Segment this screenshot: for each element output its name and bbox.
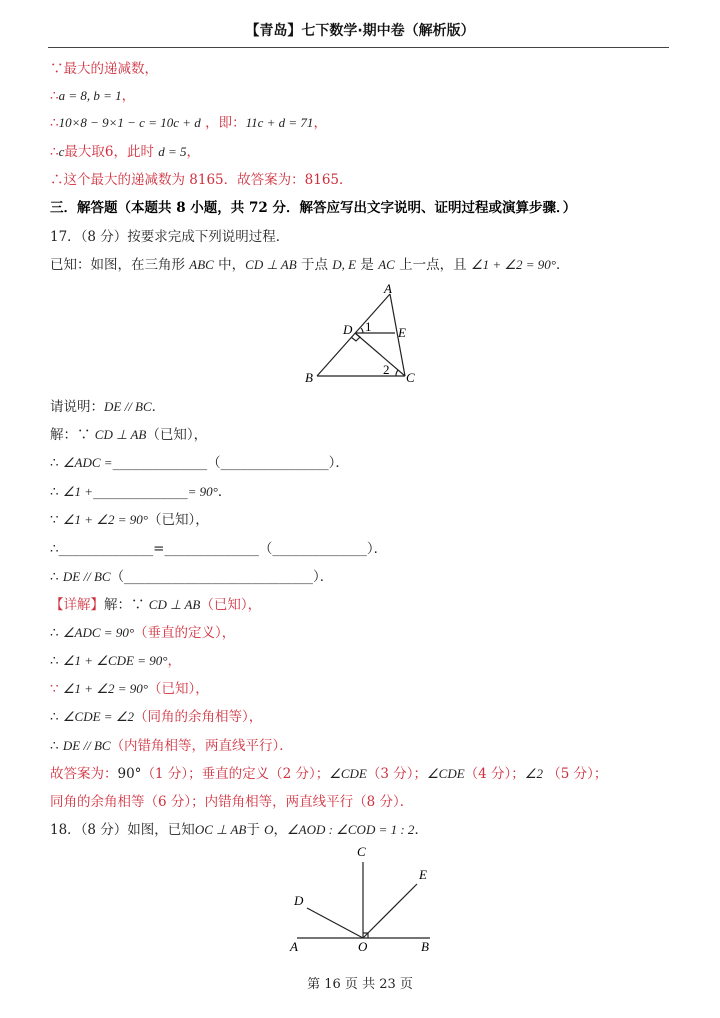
math-expression: ∠CDE = ∠2 bbox=[62, 709, 134, 724]
text-segment: 故答案为： bbox=[50, 766, 118, 782]
text-line bbox=[50, 454, 349, 472]
text-segment: （已知）， bbox=[146, 427, 208, 443]
text-segment: 18．（8 分）如图，已知 bbox=[50, 822, 195, 838]
text-segment: 是 bbox=[356, 257, 379, 273]
text-line bbox=[50, 228, 289, 246]
text-segment: 请说明： bbox=[50, 399, 104, 415]
label-O: O bbox=[358, 939, 368, 954]
text-line bbox=[50, 483, 231, 501]
label-C: C bbox=[406, 370, 415, 385]
math-expression: ∠1 + ∠2 = 90° bbox=[62, 512, 148, 527]
math-expression: CD ⊥ AB bbox=[94, 427, 147, 442]
label-E: E bbox=[419, 867, 427, 882]
text-segment: ， bbox=[121, 88, 136, 104]
math-expression: ∠1 + bbox=[62, 484, 94, 499]
text-line bbox=[50, 765, 607, 783]
text-segment: ， bbox=[186, 144, 201, 160]
text-segment: ∴ bbox=[50, 569, 63, 585]
text-line bbox=[50, 171, 353, 189]
math-expression: ∠CDE bbox=[427, 766, 465, 781]
text-line bbox=[50, 199, 576, 217]
text-segment: ∵ bbox=[50, 512, 63, 528]
text-segment: 解：∵ bbox=[104, 597, 149, 613]
math-expression: CD ⊥ AB bbox=[148, 597, 201, 612]
text-segment: （1 分）；垂直的定义（2 分）； bbox=[141, 766, 330, 782]
math-expression: ∠AOD : ∠COD = 1 : 2 bbox=[287, 822, 415, 837]
text-line bbox=[50, 540, 387, 558]
math-expression: D, E bbox=[332, 257, 357, 272]
math-expression: a = 8, b = 1 bbox=[58, 88, 122, 103]
label-D: D bbox=[294, 893, 304, 908]
text-line bbox=[50, 256, 570, 274]
text-segment: 已知：如图，在三角形 bbox=[50, 257, 190, 273]
text-segment: ∴______________=______________（______________）． bbox=[50, 541, 388, 557]
math-expression: 11c + d = 71 bbox=[245, 115, 314, 130]
text-segment: 最大的递减数， bbox=[63, 61, 158, 77]
math-expression: ∠ADC = bbox=[62, 455, 113, 470]
label-D: D bbox=[343, 322, 353, 337]
math-expression: OC ⊥ AB bbox=[194, 822, 247, 837]
math-expression: DE // BC bbox=[62, 569, 111, 584]
text-segment: （内错角相等，两直线平行）． bbox=[110, 738, 293, 754]
text-line bbox=[50, 680, 209, 698]
text-segment: （5 分）； bbox=[542, 766, 608, 782]
text-line bbox=[50, 87, 135, 105]
text-segment: ∴ bbox=[50, 455, 63, 471]
text-segment: （同角的余角相等）， bbox=[133, 709, 263, 725]
text-line bbox=[50, 737, 293, 755]
text-segment: 【详解】 bbox=[50, 597, 104, 613]
triangle-figure bbox=[295, 282, 425, 387]
label-B: B bbox=[421, 939, 429, 954]
text-segment: ． bbox=[556, 257, 570, 273]
text-line bbox=[50, 398, 165, 416]
label-E: E bbox=[398, 325, 406, 340]
text-segment: ∴ bbox=[50, 144, 59, 160]
text-segment: ∴ bbox=[50, 88, 59, 104]
text-segment: ∴ bbox=[50, 653, 63, 669]
math-expression: = 90° bbox=[187, 484, 218, 499]
text-line bbox=[50, 426, 207, 444]
text-line bbox=[50, 60, 158, 78]
label-B: B bbox=[305, 370, 313, 385]
math-expression: 10×8 − 9×1 − c = 10c + d bbox=[58, 115, 201, 130]
math-expression: AC bbox=[378, 257, 395, 272]
text-segment: ． bbox=[151, 399, 166, 415]
text-line bbox=[50, 511, 209, 529]
math-expression: CD ⊥ AB bbox=[245, 257, 297, 272]
text-line bbox=[50, 624, 235, 642]
math-expression: ∠1 + ∠CDE = 90° bbox=[62, 653, 168, 668]
text-segment: 于 bbox=[246, 822, 265, 838]
math-expression: O bbox=[264, 822, 274, 837]
label-1: 1 bbox=[365, 319, 372, 334]
text-segment: 中， bbox=[213, 257, 246, 273]
text-segment: （已知）， bbox=[147, 681, 209, 697]
text-segment: （____________________________）． bbox=[110, 569, 334, 585]
math-expression: ∠ADC = 90° bbox=[62, 625, 135, 640]
math-expression: ∠2 bbox=[524, 766, 543, 781]
text-segment: ∴ bbox=[50, 709, 63, 725]
angle-figure bbox=[285, 842, 435, 957]
text-segment: ∴ bbox=[50, 625, 63, 641]
text-segment: ______________（________________）． bbox=[112, 455, 349, 471]
text-line bbox=[50, 568, 333, 586]
text-segment: ， bbox=[273, 822, 288, 838]
math-expression: d = 5 bbox=[158, 144, 187, 159]
text-segment: 解：∵ bbox=[50, 427, 95, 443]
text-segment: ∴ bbox=[50, 738, 63, 754]
text-segment: ． bbox=[414, 822, 428, 838]
text-segment: （4 分）； bbox=[464, 766, 525, 782]
text-segment: （已知）， bbox=[200, 597, 262, 613]
text-segment: 三．解答题（本题共 8 小题，共 72 分．解答应写出文字说明、证明过程或演算步骤．） bbox=[50, 200, 577, 216]
label-A: A bbox=[290, 939, 298, 954]
text-segment: ∴ bbox=[50, 115, 59, 131]
text-line bbox=[50, 708, 262, 726]
text-segment: ∵ bbox=[50, 681, 63, 697]
math-expression: DE // BC bbox=[104, 399, 152, 414]
text-segment: （已知）， bbox=[147, 512, 209, 528]
label-C: C bbox=[357, 844, 366, 859]
math-expression: DE // BC bbox=[62, 738, 111, 753]
text-segment: ∴这个最大的递减数为 8165．故答案为：8165． bbox=[50, 172, 353, 188]
math-expression: ∠1 + ∠2 = 90° bbox=[470, 257, 556, 272]
text-line bbox=[50, 793, 413, 811]
text-segment: ∴ bbox=[50, 484, 63, 500]
header-divider bbox=[48, 47, 669, 48]
text-segment: 上一点，且 bbox=[394, 257, 471, 273]
text-segment: 90° bbox=[117, 766, 142, 782]
math-expression: ABC bbox=[189, 257, 214, 272]
label-2: 2 bbox=[383, 362, 390, 377]
text-segment: 同角的余角相等（6 分）；内错角相等，两直线平行（8 分）． bbox=[50, 794, 414, 810]
text-segment: ， bbox=[167, 653, 181, 669]
text-segment: （3 分）； bbox=[366, 766, 427, 782]
text-line bbox=[50, 652, 181, 670]
text-segment: 17．（8 分）按要求完成下列说明过程． bbox=[50, 229, 290, 245]
text-line bbox=[50, 596, 261, 614]
text-segment: ，即： bbox=[200, 115, 246, 131]
math-expression: ∠CDE bbox=[329, 766, 367, 781]
text-segment: ______________ bbox=[93, 484, 188, 500]
text-segment: 最大取6，此时 bbox=[64, 144, 159, 160]
text-line bbox=[50, 821, 428, 839]
label-A: A bbox=[384, 282, 392, 296]
page-header: 【青岛】七下数学·期中卷（解析版） bbox=[245, 23, 475, 39]
text-segment: ∵ bbox=[50, 61, 64, 77]
text-line bbox=[50, 143, 200, 161]
text-segment: 于点 bbox=[296, 257, 333, 273]
math-expression: c bbox=[58, 144, 65, 159]
text-segment: ， bbox=[313, 115, 327, 131]
text-segment: ． bbox=[217, 484, 232, 500]
text-line bbox=[50, 114, 327, 132]
text-segment: （垂直的定义）， bbox=[134, 625, 236, 641]
math-expression: ∠1 + ∠2 = 90° bbox=[62, 681, 148, 696]
page-footer: 第 16 页 共 23 页 bbox=[307, 977, 413, 992]
